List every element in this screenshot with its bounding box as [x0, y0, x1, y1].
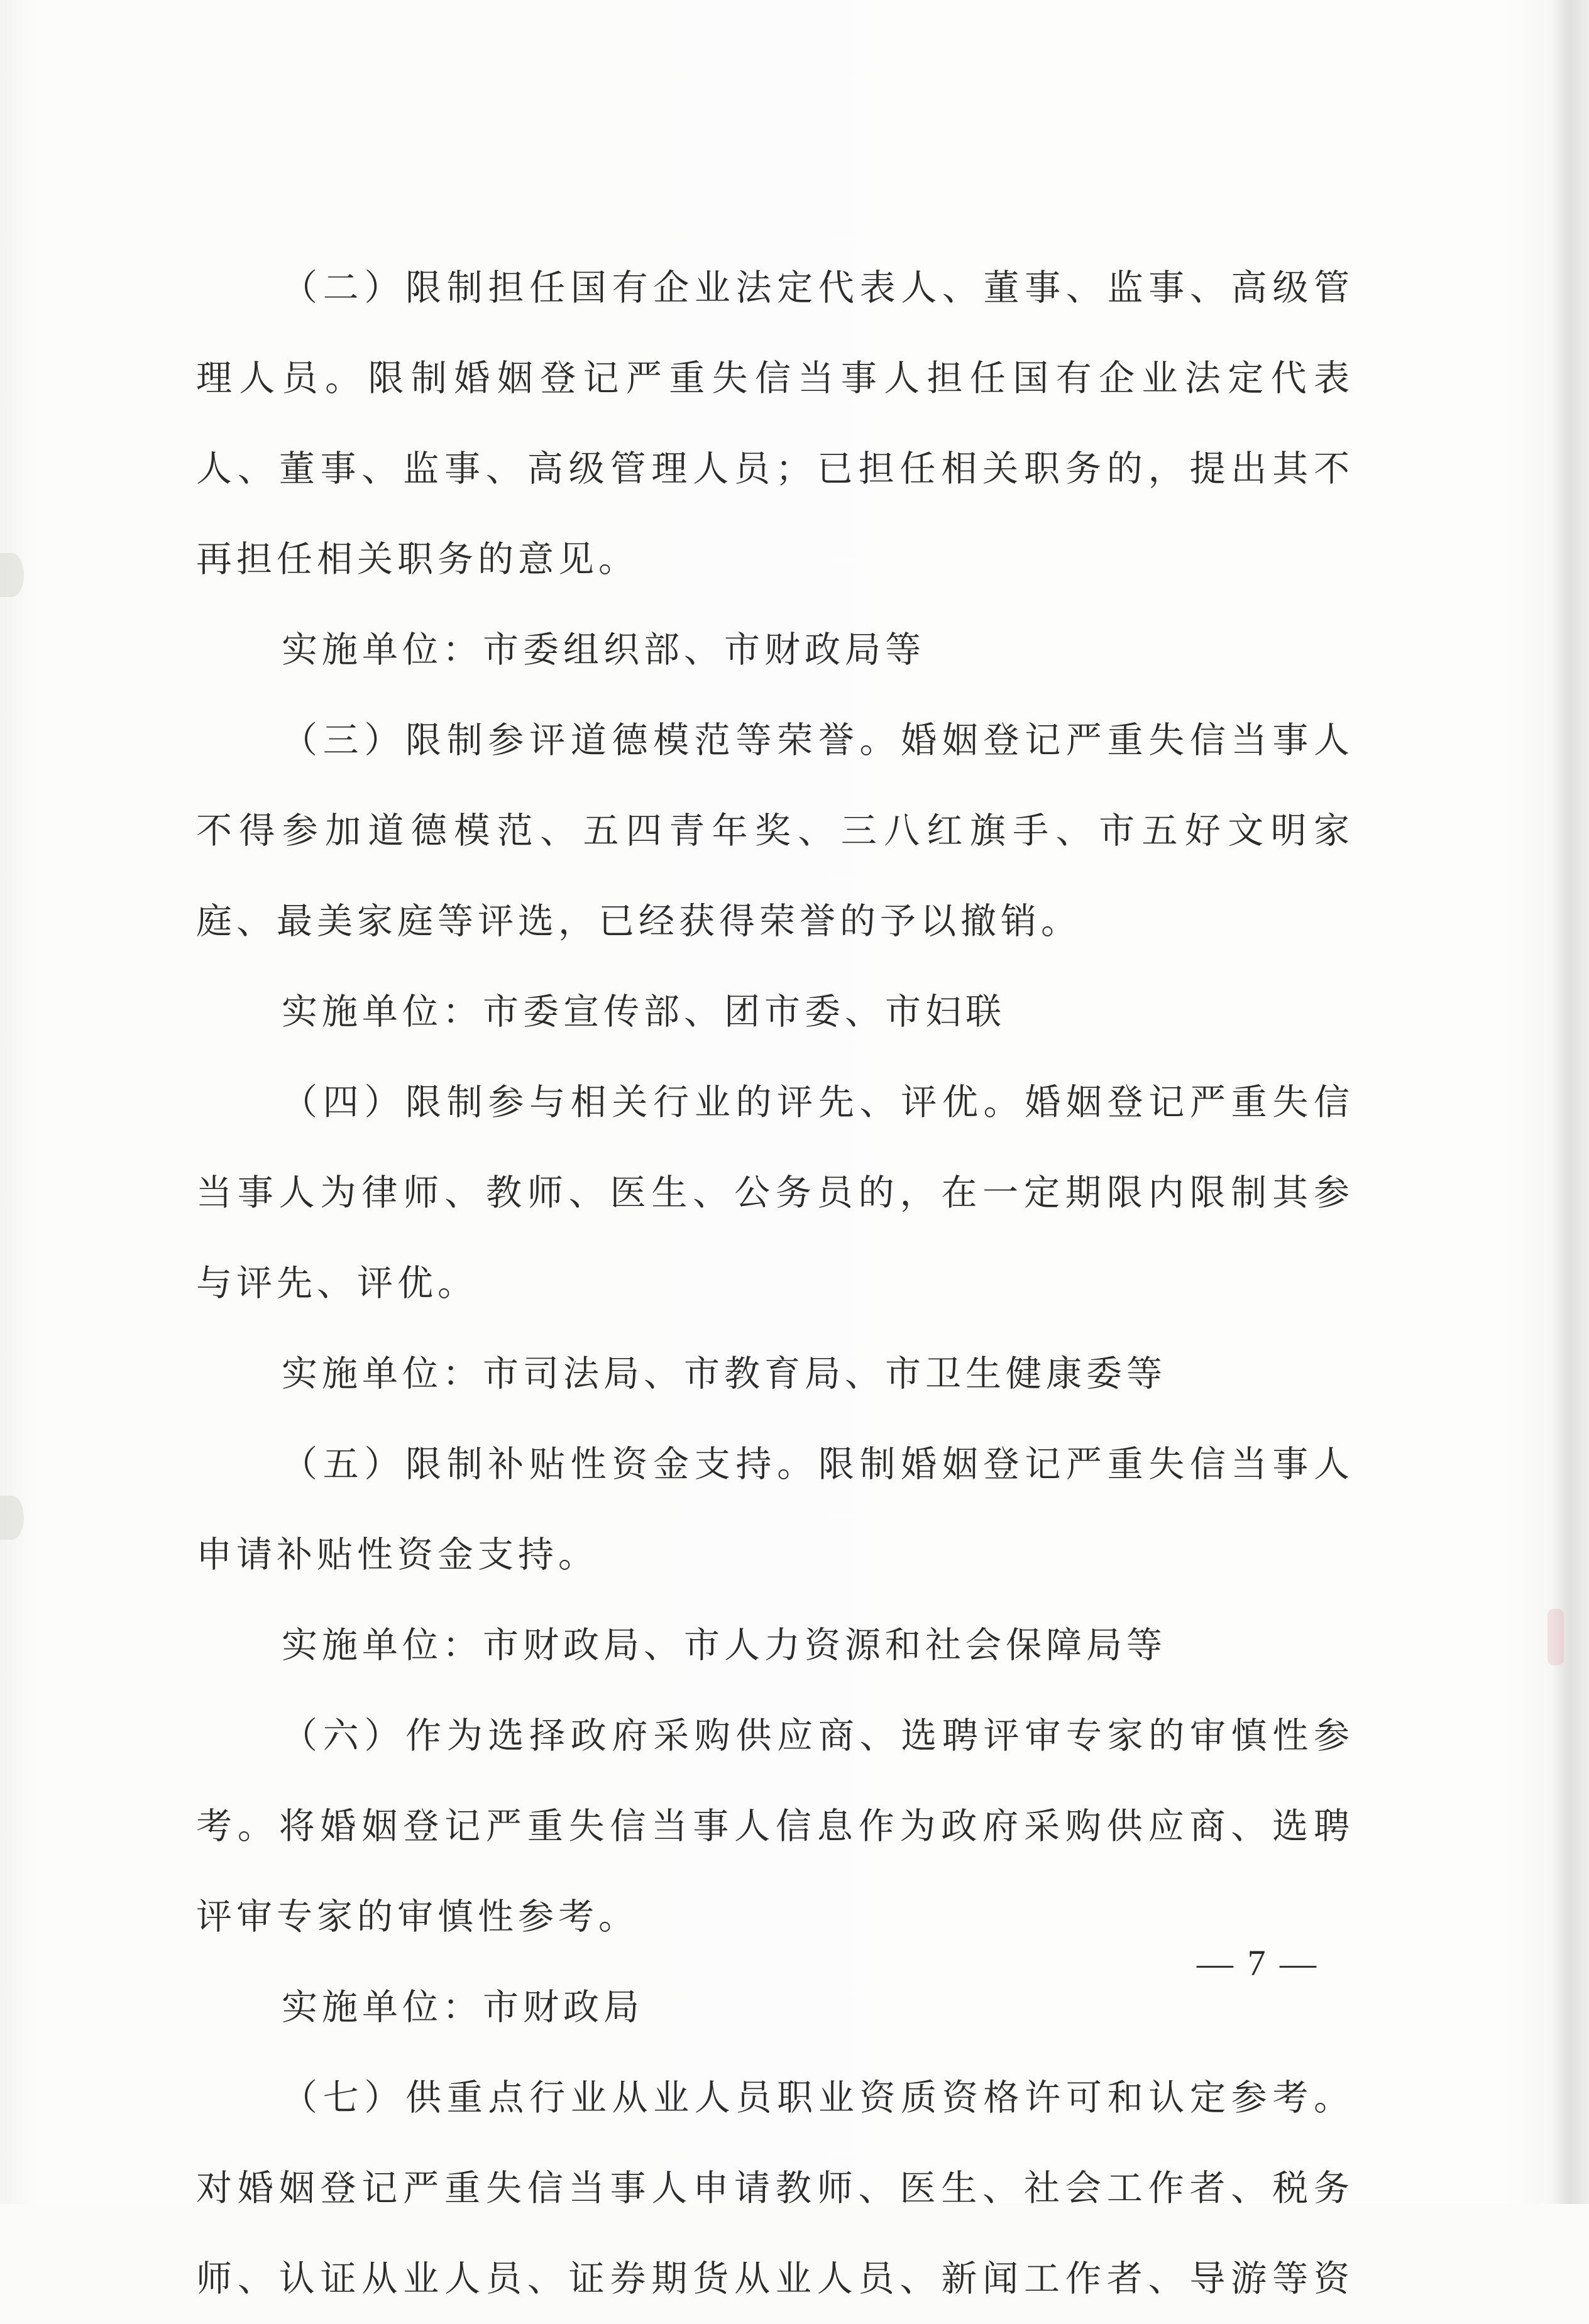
stamp-bleed-mark	[1548, 1609, 1564, 1665]
body-text	[196, 243, 1354, 2324]
page-number: — 7 —	[1197, 1943, 1319, 1983]
page-edge-shadow	[1551, 0, 1589, 2204]
paragraph-2: （二）限制担任国有企业法定代表人、董事、监事、高级管理人员。限制婚姻登记严重失信当事人担任国有企业法定代表人、董事、监事、高级管理人员；已担任相关职务的，提出其不再担任相关职务的意见。	[196, 267, 1354, 580]
punch-hole-mark	[0, 553, 24, 597]
punch-hole-mark	[0, 1496, 24, 1540]
implementing-units-2: 实施单位：市委组织部、市财政局等	[282, 629, 925, 671]
paragraph-7: （七）供重点行业从业人员职业资质资格许可和认定参考。对婚姻登记严重失信当事人申请教师、医生、社会工作者、税务师、认证从业人员、证券期货从业人员、新闻工作者、导游等资	[196, 2077, 1354, 2299]
paragraph-3: （三）限制参评道德模范等荣誉。婚姻登记严重失信当事人不得参加道德模范、五四青年奖、三八红旗手、市五好文明家庭、最美家庭等评选，已经获得荣誉的予以撤销。	[196, 720, 1354, 942]
paragraph-4: （四）限制参与相关行业的评先、评优。婚姻登记严重失信当事人为律师、教师、医生、公务员的，在一定期限内限制其参与评先、评优。	[196, 1082, 1354, 1304]
paragraph-6: （六）作为选择政府采购供应商、选聘评审专家的审慎性参考。将婚姻登记严重失信当事人信息作为政府采购供应商、选聘评审专家的审慎性参考。	[196, 1715, 1354, 1938]
implementing-units-6: 实施单位：市财政局	[282, 1987, 644, 2028]
implementing-units-5: 实施单位：市财政局、市人力资源和社会保障局等	[282, 1625, 1167, 1666]
implementing-units-4: 实施单位：市司法局、市教育局、市卫生健康委等	[282, 1353, 1167, 1395]
implementing-units-3: 实施单位：市委宣传部、团市委、市妇联	[282, 991, 1006, 1033]
paragraph-5: （五）限制补贴性资金支持。限制婚姻登记严重失信当事人申请补贴性资金支持。	[196, 1444, 1354, 1576]
